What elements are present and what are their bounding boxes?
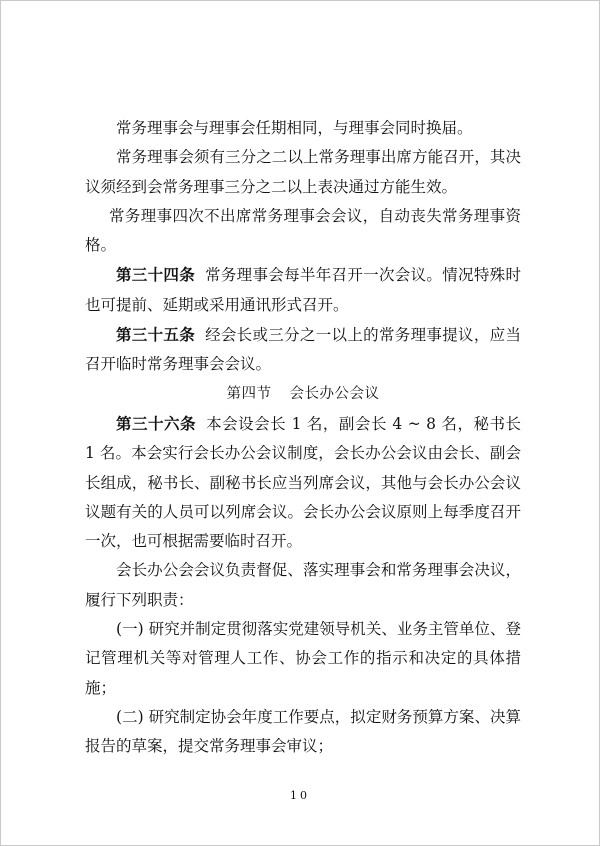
paragraph-text: 常务理事四次不出席常务理事会会议，自动丧失常务理事资格。 bbox=[85, 206, 521, 255]
paragraph-text: 常务理事会与理事会任期相同，与理事会同时换届。 bbox=[116, 119, 473, 137]
paragraph-text: (二) 研究制定协会年度工作要点，拟定财务预算方案、决算报告的草案，提交常务理事会审议； bbox=[85, 707, 521, 756]
page-number: 10 bbox=[290, 789, 310, 802]
paragraph-text: 本会设会长 1 名，副会长 4 ~ 8 名，秘书长 1 名。本会实行会长办公会议制度，会长办公会议由会长、副会长组成，秘书长、副秘书长应当列席会议，其他与会长办公会议议题有关的人员可以列席会议。会长办公会议原则上每季度召开一次，也可根据需要临时召开。 bbox=[85, 414, 521, 551]
article-number: 第三十六条 bbox=[116, 413, 197, 433]
article-paragraph bbox=[85, 409, 521, 556]
article-paragraph bbox=[85, 320, 521, 380]
document-body bbox=[85, 114, 521, 762]
paragraph bbox=[85, 556, 521, 615]
list-item bbox=[85, 703, 521, 762]
list-item bbox=[85, 615, 521, 703]
section-number: 第四节 bbox=[226, 385, 272, 402]
section-heading bbox=[85, 380, 521, 409]
paragraph bbox=[85, 114, 521, 143]
paragraph-text: 常务理事会须有三分之二以上常务理事出席方能召开，其决议须经到会常务理事三分之二以上表决通过方能生效。 bbox=[85, 148, 521, 196]
paragraph-text: 经会长或三分之一以上的常务理事提议，应当召开临时常务理事会会议。 bbox=[85, 326, 521, 374]
article-number: 第三十五条 bbox=[116, 325, 196, 345]
paragraph-text: 会长办公会会议负责督促、落实理事会和常务理事会决议，履行下列职责： bbox=[85, 561, 521, 609]
article-number: 第三十四条 bbox=[116, 265, 196, 285]
section-title: 会长办公会议 bbox=[289, 385, 380, 402]
paragraph bbox=[85, 202, 521, 261]
paragraph bbox=[85, 143, 521, 202]
article-paragraph bbox=[85, 260, 521, 320]
paragraph-text: 常务理事会每半年召开一次会议。情况特殊时也可提前、延期或采用通讯形式召开。 bbox=[85, 266, 521, 314]
paragraph-text: (一) 研究并制定贯彻落实党建领导机关、业务主管单位、登记管理机关等对管理人工作、协会工作的指示和决定的具体措施； bbox=[85, 620, 521, 697]
